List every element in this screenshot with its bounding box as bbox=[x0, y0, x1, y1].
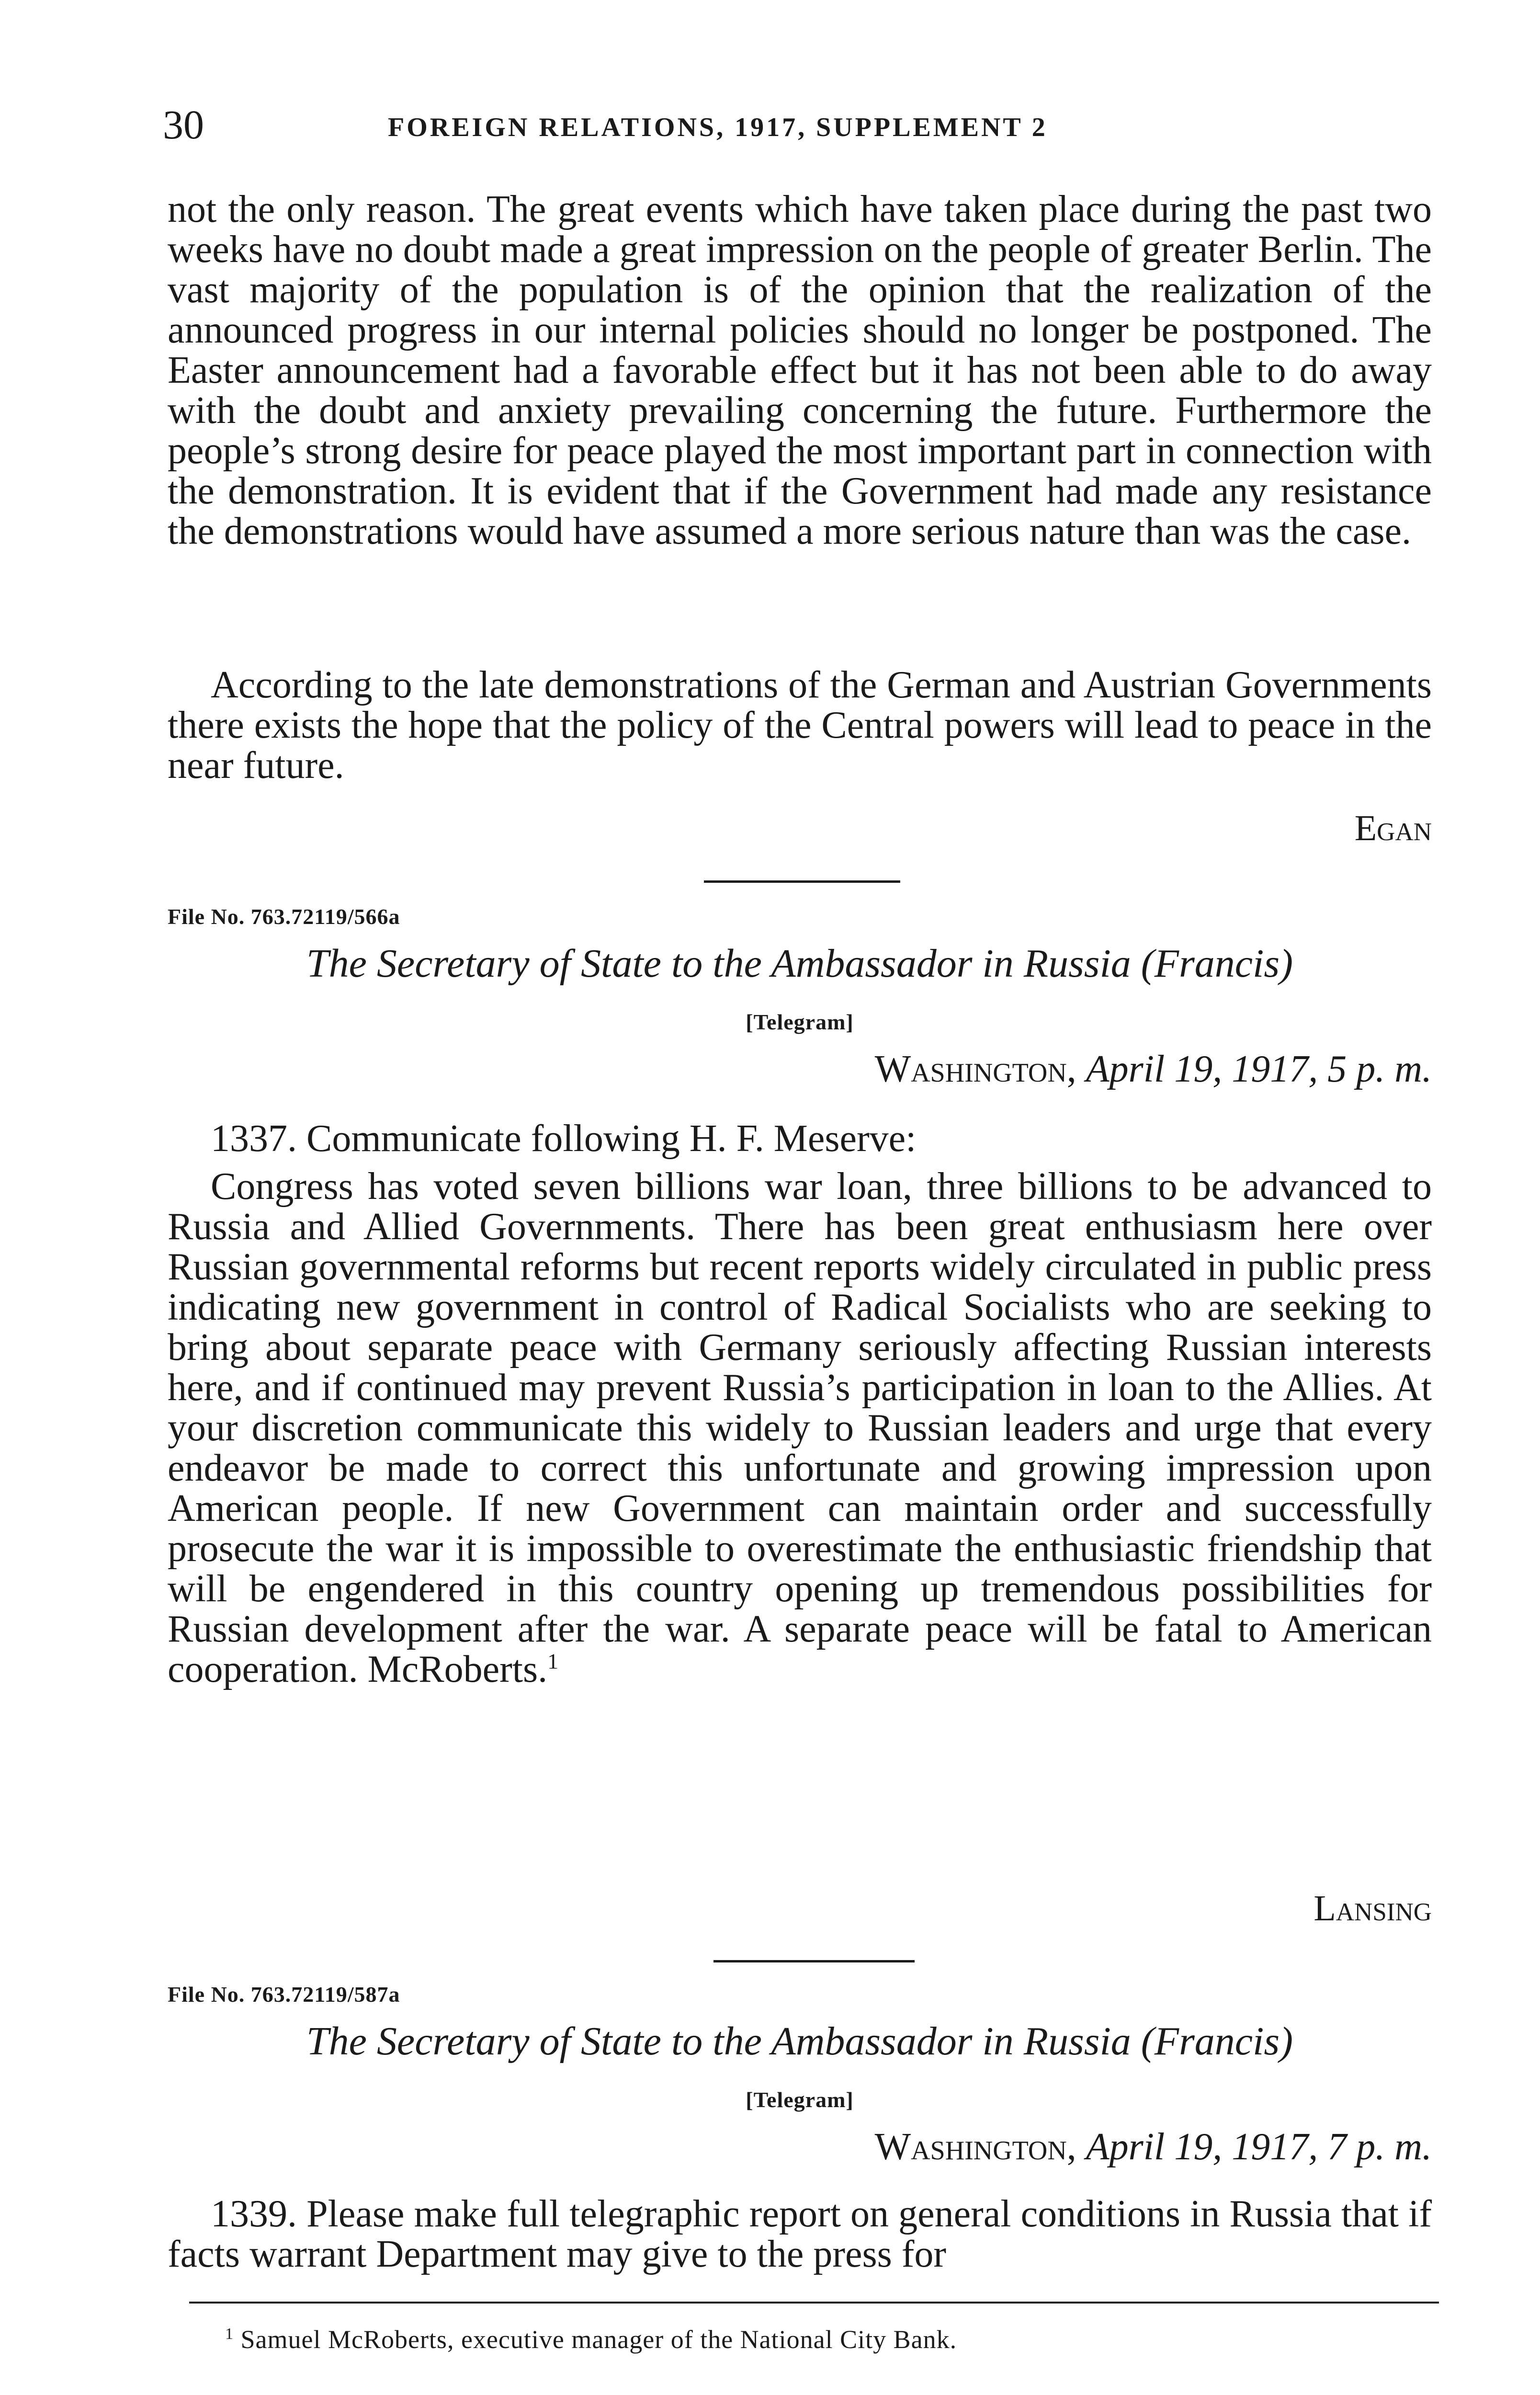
footnote-mark: 1 bbox=[225, 2325, 234, 2343]
message-lead-1337: 1337. Communicate following H. F. Meserve: bbox=[211, 1118, 917, 1160]
dateline-1 bbox=[168, 1049, 1432, 1089]
dateline-2 bbox=[168, 2127, 1432, 2167]
footnote-1 bbox=[225, 2326, 1422, 2353]
dateline-place-1: Washington, bbox=[874, 1048, 1076, 1090]
previous-message-paragraph-1: not the only reason. The great events which have taken place during the past two weeks have no doubt made a great impression on the people of greater Berlin. The vast majority of the population is of the opinion that the realization of the announced progress in our internal policies should no longer be postponed. The Easter announcement had a favorable effect but it has not been able to do away with the doubt and anxiety prevailing concerning the future. Furthermore the people’s strong desire for peace played the most important part in connection with the demonstration. It is evident that if the Government had made any resistance the demonstrations would have assumed a more serious nature than was the case. bbox=[168, 188, 1432, 552]
previous-message-paragraph-2: According to the late demonstrations of the German and Austrian Governments there exists the hope that the policy of the Central powers will lead to peace in the near future. bbox=[168, 664, 1432, 787]
dateline-date-2: April 19, 1917, 7 p. m. bbox=[1086, 2126, 1432, 2168]
running-head-title: FOREIGN RELATIONS, 1917, SUPPLEMENT 2 bbox=[388, 113, 1048, 142]
running-head bbox=[163, 103, 1235, 156]
page-number: 30 bbox=[163, 102, 204, 148]
section-divider-1 bbox=[704, 880, 900, 883]
message-body-1339: 1339. Please make full telegraphic report on general conditions in Russia that if facts warrant Department may give to the press for bbox=[168, 2193, 1432, 2275]
signature-lansing: Lansing bbox=[1314, 1888, 1432, 1928]
file-number-587a: File No. 763.72119/587a bbox=[168, 1982, 400, 2007]
signature-egan: Egan bbox=[1354, 808, 1432, 848]
document-title-2: The Secretary of State to the Ambassador in Russia (Francis) bbox=[306, 2019, 1293, 2064]
file-number-566a: File No. 763.72119/566a bbox=[168, 904, 400, 929]
message-body-1337 bbox=[168, 1166, 1432, 1689]
message-body-text-1337: Congress has voted seven billions war loan, three billions to be advanced to Russia and Allied Governments. There has been great enthusiasm here over Russian governmental reforms but recent reports widely circulated in public press indicating new government in control of Radical Socialists who are seeking to bring about separate peace with Germany seriously affecting Russian interests here, and if continued may prevent Russia’s participation in loan to the Allies. At your discretion communicate this widely to Russian leaders and urge that every endeavor be made to correct this unfortunate and growing impression upon American people. If new Government can maintain order and successfully prosecute the war it is impossible to overestimate the enthusiastic friendship that will be engendered in this country opening up tremendous possibilities for Russian development after the war. A separate peace will be fatal to American cooperation. McRoberts. bbox=[168, 1165, 1432, 1690]
dateline-place-2: Washington, bbox=[874, 2126, 1076, 2168]
telegram-label-2: [Telegram] bbox=[746, 2087, 854, 2112]
document-title-1: The Secretary of State to the Ambassador in Russia (Francis) bbox=[306, 941, 1293, 986]
footnote-rule bbox=[189, 2302, 1439, 2304]
telegram-label-1: [Telegram] bbox=[746, 1010, 854, 1034]
footnote-reference: 1 bbox=[547, 1649, 559, 1674]
footnote-text: Samuel McRoberts, executive manager of the National City Bank. bbox=[240, 2325, 957, 2354]
dateline-date-1: April 19, 1917, 5 p. m. bbox=[1086, 1048, 1432, 1090]
section-divider-2 bbox=[713, 1960, 915, 1962]
